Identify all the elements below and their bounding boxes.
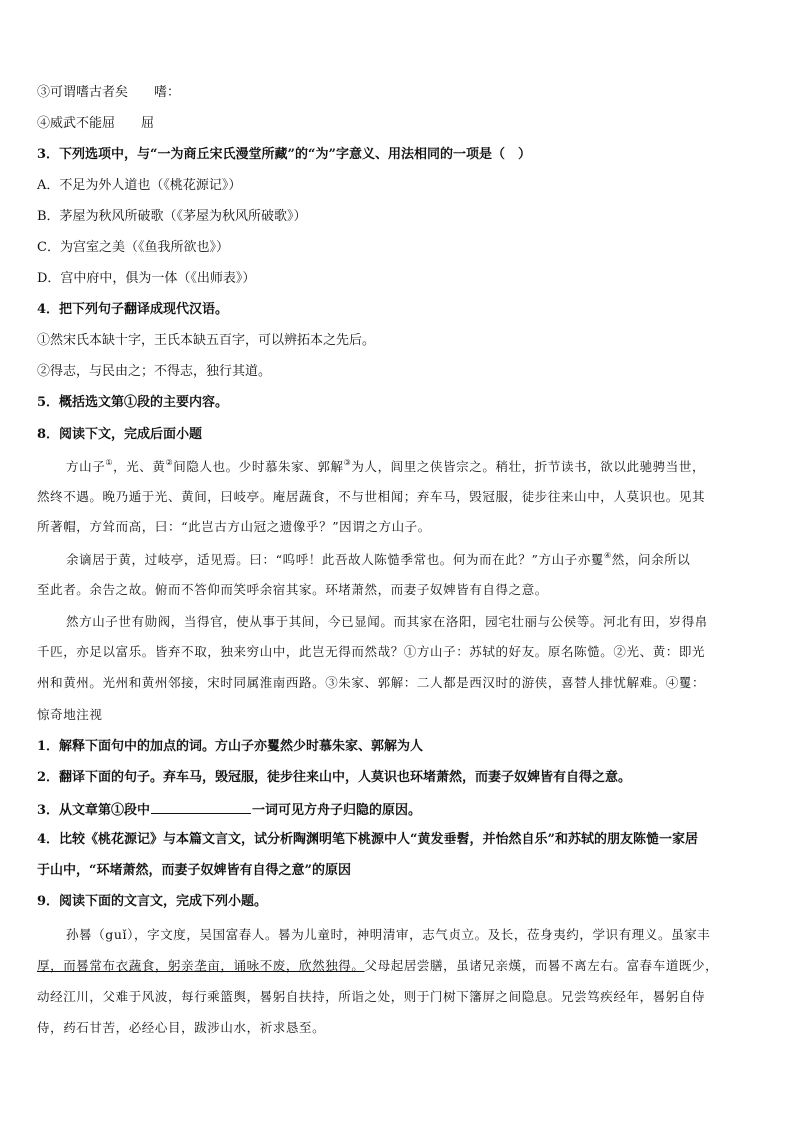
passage-p3-line4: 惊奇地注视 — [37, 707, 103, 722]
text: 间隐人也。少时慕朱家、郭解 — [173, 459, 344, 474]
passage9-line4: 侍，药石甘苦，必经心目，跋涉山水，祈求恳至。 — [37, 1020, 326, 1035]
passage-p1-line2: 然终不遇。晚乃遁于光、黄间，曰岐亭。庵居蔬食，不与世相闻；弃车马，毁冠服，徒步往来山中，人莫识也。见其 — [37, 489, 706, 504]
footnote-mark: ③ — [343, 458, 352, 467]
passage-p3-line3: 州和黄州。光州和黄州邻接，宋时同属淮南西路。③朱家、郭解：二人都是西汉时的游侠，喜替人排忧解难。④矍： — [37, 675, 706, 690]
passage-p3-line2: 千匹，亦足以富乐。皆弃不取，独来穷山中，此岂无得而然哉？①方山子：苏轼的好友。原名陈慥。②光、黄：即光 — [37, 644, 706, 659]
subquestion-2: 2．翻译下面的句子。弃车马，毁冠服，徒步往来山中，人莫识也环堵萧然，而妻子奴婢皆有自得之意。 — [37, 770, 632, 785]
section-8-heading: 8．阅读下文，完成后面小题 — [37, 427, 203, 442]
passage9-line2 — [37, 957, 754, 975]
passage-p1-line3: 所著帽，方耸而高，曰：“此岂古方山冠之遗像乎？”因谓之方山子。 — [37, 519, 431, 534]
question-3: 3．下列选项中，与“一为商丘宋氏漫堂所藏”的“为”字意义、用法相同的一项是（ ） — [37, 147, 531, 162]
footnote-mark: ② — [165, 458, 174, 467]
passage-p2-line1 — [66, 551, 754, 569]
option-d: D．宫中府中，俱为一体（《出师表》） — [37, 271, 256, 286]
sentence-2: ②得志，与民由之；不得志，独行其道。 — [37, 364, 272, 379]
subquestion-3 — [37, 800, 754, 820]
text: 一词可见方舟子归隐的原因。 — [252, 803, 422, 818]
item-3-line: ③可谓嗜古者矣 嗜： — [37, 85, 181, 100]
footnote-mark: ① — [105, 458, 114, 467]
passage-p2-line2: 至此者。余告之故。俯而不答仰而笑呼余宿其家。环堵萧然，而妻子奴婢皆有自得之意。 — [37, 582, 548, 597]
underlined-text: 厚，而晷常布衣蔬食，躬亲垄亩，诵咏不废，欣然独得。 — [37, 958, 365, 973]
passage9-line1: 孙晷（guǐ），字文度，吴国富春人。晷为儿童时，神明清审，志气贞立。及长，莅身夷约，学识有理义。虽家丰 — [66, 927, 711, 942]
question-5: 5．概括选文第①段的主要内容。 — [37, 395, 229, 410]
option-c: C．为宫室之美（《鱼我所欲也》） — [37, 240, 229, 255]
subquestion-1: 1．解释下面句中的加点的词。方山子亦矍然少时慕朱家、郭解为人 — [37, 739, 424, 754]
footnote-mark: ④ — [603, 551, 612, 560]
text: 方山子 — [66, 459, 106, 474]
option-a: A．不足为外人道也（《桃花源记》） — [37, 178, 242, 193]
text: 余谪居于黄，过岐亭，适见焉。曰：“呜呼！此吾故人陈慥季常也。何为而在此？”方山子亦矍 — [66, 552, 604, 567]
text: 然，问余所以 — [611, 552, 691, 567]
item-4-line: ④威武不能屈 屈 — [37, 116, 155, 131]
section-9-heading: 9．阅读下面的文言文，完成下列小题。 — [37, 894, 268, 909]
passage9-line3: 动经江川，父难于风波，每行乘篮舆，晷躬自扶持，所诣之处，则于门树下籓屏之间隐息。兄尝笃疾经年，晷躬自侍 — [37, 989, 706, 1004]
text: ，光、黄 — [113, 459, 166, 474]
text: 父母起居尝膳，虽诸兄亲熯，而晷不离左右。富春车道既少， — [364, 958, 719, 973]
answer-blank — [151, 800, 251, 814]
passage-p1-line1 — [66, 458, 754, 476]
option-b: B．茅屋为秋风所破歌（《茅屋为秋风所破歌》） — [37, 209, 307, 224]
passage-p3-line1: 然方山子世有勋阀，当得官，使从事于其间，今已显闻。而其家在洛阳，园宅壮丽与公侯等。河北有田，岁得帛 — [66, 614, 708, 629]
sentence-1: ①然宋氏本缺十字，王氏本缺五百字，可以辨拓本之先后。 — [37, 333, 376, 348]
subquestion-4-line2: 于山中，“环堵萧然，而妻子奴婢皆有自得之意”的原因 — [37, 863, 351, 878]
question-4: 4．把下列句子翻译成现代汉语。 — [37, 302, 229, 317]
text: 3．从文章第①段中 — [37, 803, 151, 818]
text: 为人，闾里之侠皆宗之。稍壮，折节读书，欲以此驰骋当世， — [351, 459, 706, 474]
subquestion-4-line1: 4．比较《桃花源记》与本篇文言文，试分析陶渊明笔下桃源中人“黄发垂髫，并怡然自乐”和苏轼的朋友陈慥一家居 — [37, 832, 699, 847]
